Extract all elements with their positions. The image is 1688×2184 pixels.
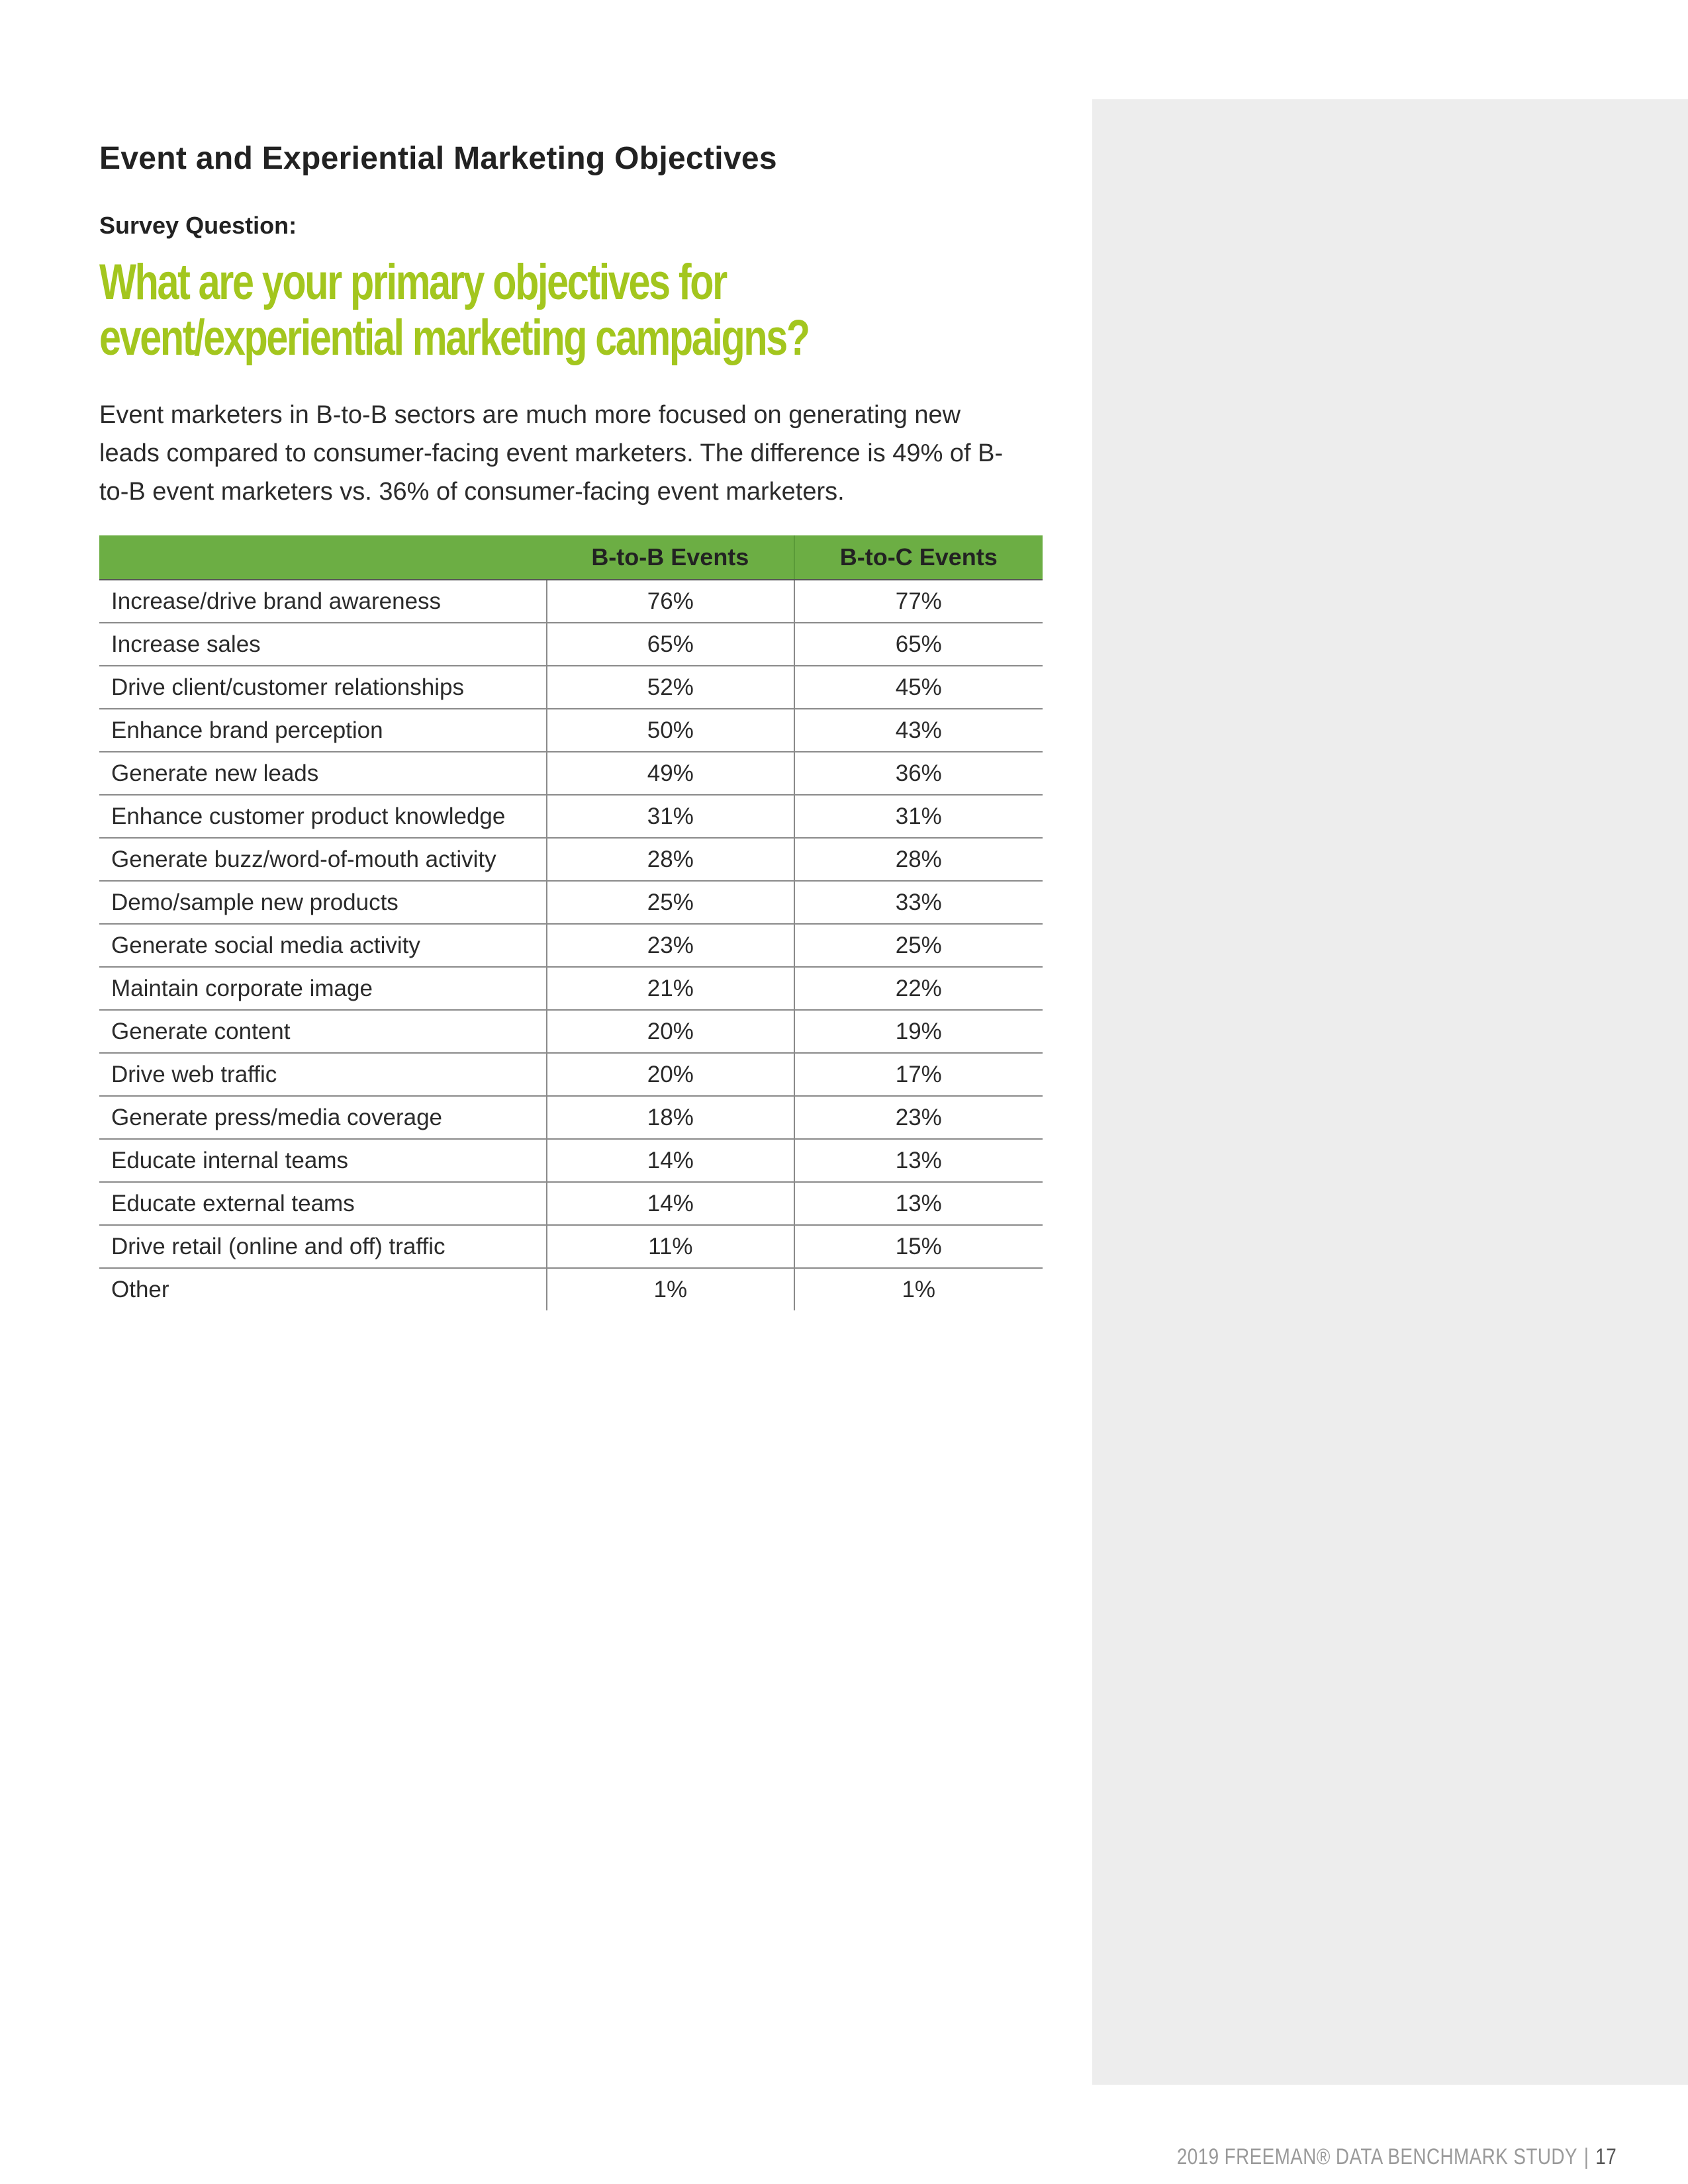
b2b-value-cell: 21% [547,967,794,1010]
objective-cell: Maintain corporate image [99,967,547,1010]
b2c-value-cell: 15% [794,1225,1043,1268]
objective-cell: Enhance customer product knowledge [99,795,547,838]
b2b-value-cell: 49% [547,752,794,795]
survey-question: What are your primary objectives for event/experiential marketing campaigns? [99,254,809,366]
table-row [99,1053,1043,1096]
b2c-value-cell: 19% [794,1010,1043,1053]
table-row [99,1182,1043,1225]
b2c-value-cell: 36% [794,752,1043,795]
objective-cell: Drive client/customer relationships [99,666,547,709]
b2b-value-cell: 52% [547,666,794,709]
b2b-value-cell: 25% [547,881,794,924]
objective-cell: Generate content [99,1010,547,1053]
sidebar-panel [1092,99,1688,2085]
table-row [99,881,1043,924]
table-row [99,1225,1043,1268]
objective-cell: Educate internal teams [99,1139,547,1182]
table-row [99,795,1043,838]
footer-study-title: 2019 FREEMAN® DATA BENCHMARK STUDY [1176,2144,1577,2169]
objective-cell: Increase sales [99,623,547,666]
b2b-value-cell: 14% [547,1182,794,1225]
objective-cell: Other [111,1276,169,1302]
b2c-value-cell: 17% [794,1053,1043,1096]
b2b-value-cell: 14% [547,1139,794,1182]
table-row [99,623,1043,666]
table-row [99,1010,1043,1053]
b2b-value-cell: 20% [547,1010,794,1053]
objective-cell: Demo/sample new products [99,881,547,924]
b2c-value-cell: 77% [794,580,1043,623]
table-row [99,709,1043,752]
table-body [99,580,1043,1310]
objective-cell: Educate external teams [99,1182,547,1225]
b2c-value-cell: 22% [794,967,1043,1010]
page-footer [1177,2144,1617,2170]
b2b-value-cell: 23% [547,924,794,967]
table-row [99,752,1043,795]
body-paragraph: Event marketers in B-to-B sectors are much more focused on generating new leads compared to consumer-facing event marketers. The difference is 49% of B-to-B event marketers vs. 36% of consumer-facing event marketers. [99,401,1004,506]
table-row [99,967,1043,1010]
objective-cell: Increase/drive brand awareness [99,580,547,623]
b2c-value-cell: 13% [794,1139,1043,1182]
objective-cell: Generate press/media coverage [99,1096,547,1139]
b2c-value-cell: 65% [794,623,1043,666]
b2c-value-cell: 28% [794,838,1043,881]
b2b-value-cell: 65% [547,623,794,666]
footer-separator: | [1583,2144,1589,2169]
table-row [99,1268,1043,1310]
b2b-value-cell: 20% [547,1053,794,1096]
page-number: 17 [1595,2144,1617,2169]
header-b2b: B-to-B Events [547,535,794,580]
b2c-value-cell: 43% [794,709,1043,752]
b2b-value-cell: 50% [547,709,794,752]
table-row [99,838,1043,881]
objective-cell: Generate new leads [99,752,547,795]
survey-label: Survey Question: [99,212,297,239]
b2b-value-cell: 1% [547,1268,794,1310]
objective-cell: Enhance brand perception [99,709,547,752]
table-row [99,666,1043,709]
table-row [99,580,1043,623]
b2c-value-cell: 23% [794,1096,1043,1139]
header-objective [99,535,547,580]
table-row [99,1096,1043,1139]
section-title: Event and Experiential Marketing Objectives [99,141,777,176]
objective-cell: Drive retail (online and off) traffic [99,1225,547,1268]
header-b2c: B-to-C Events [794,535,1043,580]
b2b-value-cell: 11% [547,1225,794,1268]
b2c-value-cell: 45% [794,666,1043,709]
objective-cell: Generate buzz/word-of-mouth activity [99,838,547,881]
table-header-row [99,535,1043,580]
b2b-value-cell: 28% [547,838,794,881]
b2b-value-cell: 18% [547,1096,794,1139]
table-row [99,1139,1043,1182]
objectives-table [99,535,1043,1310]
b2c-value-cell: 13% [794,1182,1043,1225]
objective-cell: Generate social media activity [99,924,547,967]
b2b-value-cell: 76% [547,580,794,623]
b2c-value-cell: 1% [902,1276,936,1302]
table-row [99,924,1043,967]
b2c-value-cell: 25% [794,924,1043,967]
objective-cell: Drive web traffic [99,1053,547,1096]
b2c-value-cell: 33% [794,881,1043,924]
b2c-value-cell: 31% [794,795,1043,838]
b2b-value-cell: 31% [547,795,794,838]
